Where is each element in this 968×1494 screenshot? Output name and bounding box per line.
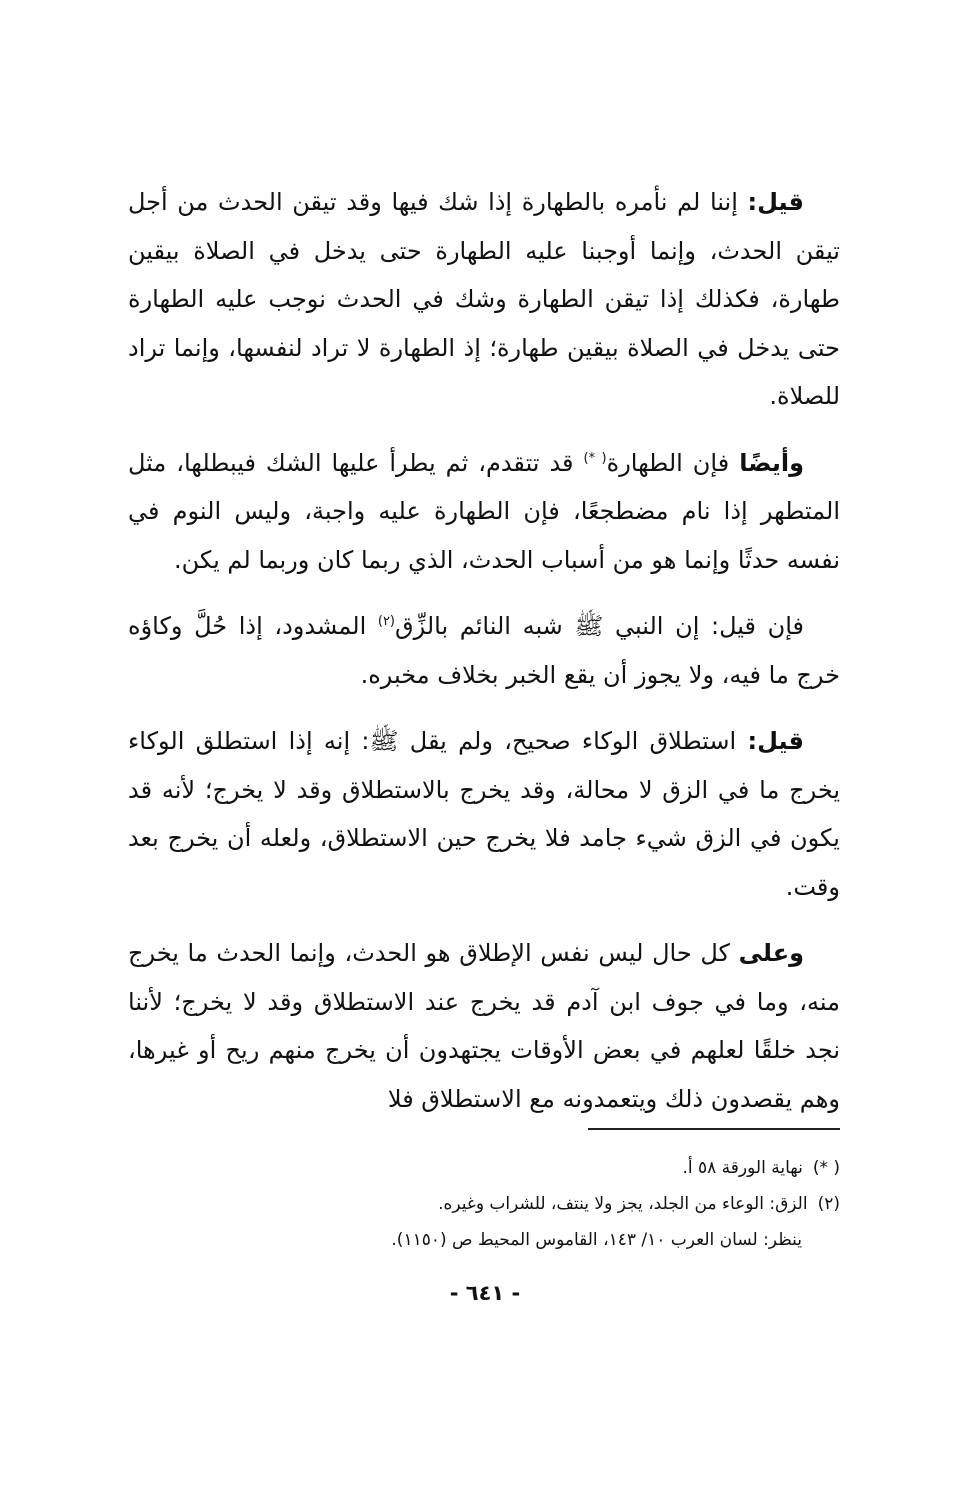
footnote-mark: (٢) xyxy=(817,1194,840,1214)
paragraph-lead: قيل: xyxy=(747,188,804,216)
page-number: - ٦٤١ - xyxy=(449,1281,521,1305)
paragraph-lead: قيل: xyxy=(747,727,804,755)
paragraph-text: المشدود، إذا حُلَّ وكاؤه خرج ما فيه، ولا يجوز أن يقع الخبر بخلاف مخبره. xyxy=(128,612,840,689)
paragraph-lead: وأيضًا xyxy=(739,448,805,477)
footnote-text: الزق: الوعاء من الجلد، يجز ولا ينتف، للشراب وغيره. xyxy=(438,1194,808,1214)
paragraph-text: فإن قيل: إن النبي ﷺ شبه النائم بالزِّق xyxy=(395,612,804,640)
footnote-1 xyxy=(300,1150,840,1186)
footnote-2-continuation: ينظر: لسان العرب ١٠/ ١٤٣، القاموس المحيط ص (١١٥٠). xyxy=(391,1230,802,1250)
paragraph-5 xyxy=(128,929,840,1123)
paragraph-3 xyxy=(128,602,840,699)
footnote-ref-star: ( *) xyxy=(583,450,607,466)
paragraph-text: استطلاق الوكاء صحيح، ولم يقل ﷺ: إنه إذا استطلق الوكاء يخرج ما في الزق لا محالة، وقد يخرج بالاستطلاق وقد لا يخرج؛ لأنه قد يكون في الزق شيء جامد فلا يخرج حين الاستطلاق، ولعله أن يخرج بعد وقت. xyxy=(128,727,840,901)
paragraph-1 xyxy=(128,178,840,421)
main-text xyxy=(128,178,840,1141)
footnote-2 xyxy=(300,1186,840,1222)
footnote-separator xyxy=(588,1128,840,1130)
paragraph-text: قد تتقدم، ثم يطرأ عليها الشك فيبطلها، مثل المتطهر إذا نام مضطجعًا، فإن الطهارة عليه واجبة، وليس النوم في نفسه حدثًا وإنما هو من أسباب الحدث، الذي ربما كان وربما لم يكن. xyxy=(128,448,840,574)
footnote-mark: ( *) xyxy=(812,1158,840,1178)
paragraph-2 xyxy=(128,439,840,585)
paragraph-text: إننا لم نأمره بالطهارة إذا شك فيها وقد تيقن الحدث من أجل تيقن الحدث، وإنما أوجبنا عليه الطهارة حتى يدخل في الصلاة بيقين طهارة، فكذلك إذا تيقن الطهارة وشك في الحدث نوجب عليه الطهارة حتى يدخل في الصلاة بيقين طهارة؛ إذ الطهارة لا تراد لنفسها، وإنما تراد للصلاة. xyxy=(128,188,840,410)
paragraph-text: فإن الطهارة xyxy=(606,448,740,477)
paragraph-4 xyxy=(128,717,840,911)
footnotes xyxy=(300,1150,840,1258)
paragraph-lead: وعلى xyxy=(738,939,804,967)
footnote-text: نهاية الورقة ٥٨ أ. xyxy=(682,1158,803,1178)
paragraph-text: كل حال ليس نفس الإطلاق هو الحدث، وإنما الحدث ما يخرج منه، وما في جوف ابن آدم قد يخرج عند الاستطلاق وقد لا يخرج؛ لأننا نجد خلقًا لعلهم في بعض الأوقات يجتهدون أن يخرج منهم ريح أو غيرها، وهم يقصدون ذلك ويتعمدونه مع الاستطلاق فلا xyxy=(128,939,840,1113)
footnote-ref-2: (٢) xyxy=(377,614,395,629)
